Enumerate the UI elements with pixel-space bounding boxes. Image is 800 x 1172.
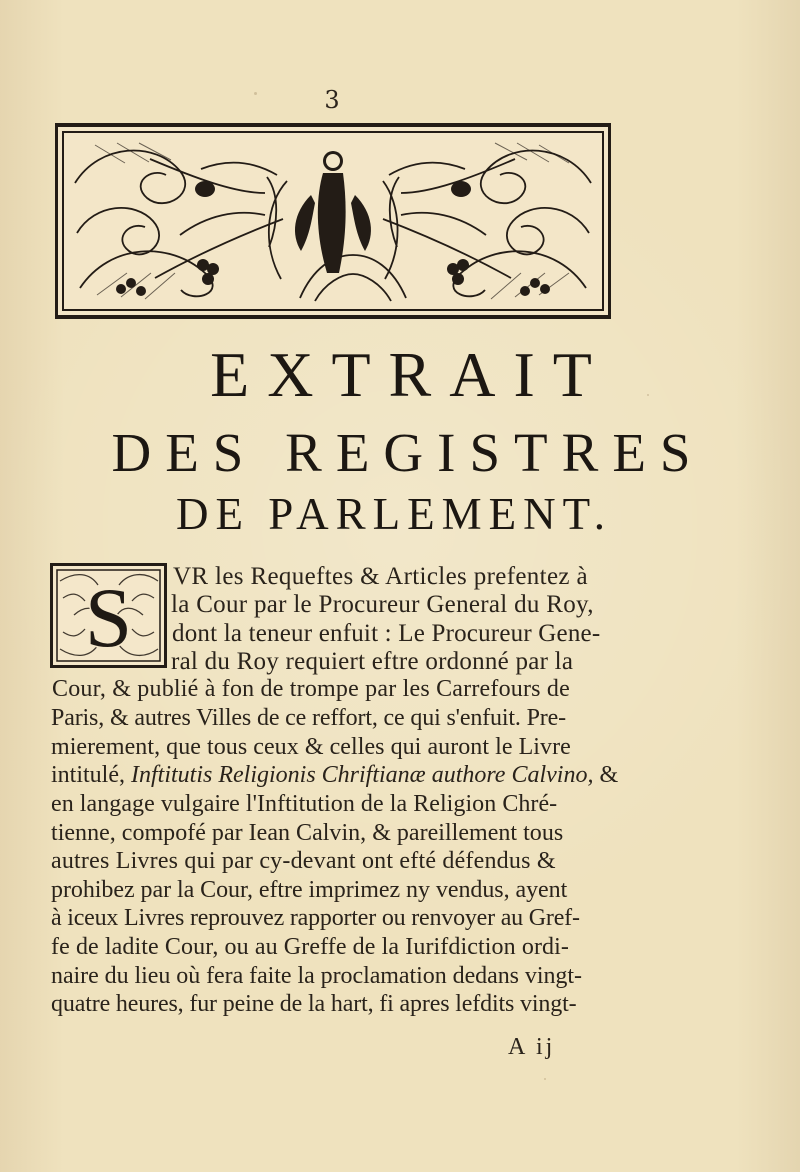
decorated-initial-letter	[50, 563, 167, 668]
body-line-6: Paris, & autres Villes de ce reffort, ce qui s'enfuit. Pre-	[51, 705, 566, 731]
ornamental-headpiece	[55, 123, 611, 319]
title-de-parlement: DE PARLEMENT.	[175, 489, 612, 539]
body-line-2: la Cour par le Procureur General du Roy,	[171, 591, 594, 618]
title-des-registres: DES REGISTRES	[111, 422, 705, 483]
paper-speck	[254, 92, 257, 95]
paper-speck	[647, 394, 649, 396]
drop-cap-letter: S	[84, 571, 133, 665]
body-line-13: à iceux Livres reprouvez rapporter ou renvoyer au Gref-	[51, 905, 580, 931]
body-line-12: prohibez par la Cour, eftre imprimez ny vendus, ayent	[51, 877, 568, 903]
body-line-11: autres Livres qui par cy-devant ont efté défendus &	[51, 848, 556, 874]
body-line-10: tienne, compofé par Iean Calvin, & pareillement tous	[51, 820, 564, 846]
body-line-3: dont la teneur enfuit : Le Procureur Gene-	[172, 620, 601, 647]
body-line-7: mierement, que tous ceux & celles qui auront le Livre	[51, 734, 571, 760]
paper-speck	[544, 1078, 546, 1080]
body-line-8-prefix: intitulé,	[51, 762, 131, 788]
body-line-5: Cour, & publié à fon de trompe par les Carrefours de	[52, 676, 570, 702]
body-line-1: VR les Requeftes & Articles prefentez à	[173, 563, 588, 590]
body-line-4: ral du Roy requiert eftre ordonné par la	[171, 648, 574, 675]
body-line-16: quatre heures, fur peine de la hart, fi apres lefdits vingt-	[51, 991, 577, 1017]
body-line-8-italic: Inftitutis Religionis Chriftianæ authore Calvino,	[131, 762, 594, 788]
catchword: A ij	[508, 1034, 556, 1060]
body-line-9: en langage vulgaire l'Inftitution de la Religion Chré-	[51, 791, 558, 817]
body-line-14: fe de ladite Cour, ou au Greffe de la Iurifdiction ordi-	[51, 934, 570, 960]
title-extrait: EXTRAIT	[210, 339, 610, 410]
body-line-15: naire du lieu où fera faite la proclamation dedans vingt-	[51, 963, 582, 989]
page-number: 3	[324, 86, 340, 114]
body-line-8-suffix: &	[593, 762, 619, 788]
body-line-8	[51, 763, 618, 787]
